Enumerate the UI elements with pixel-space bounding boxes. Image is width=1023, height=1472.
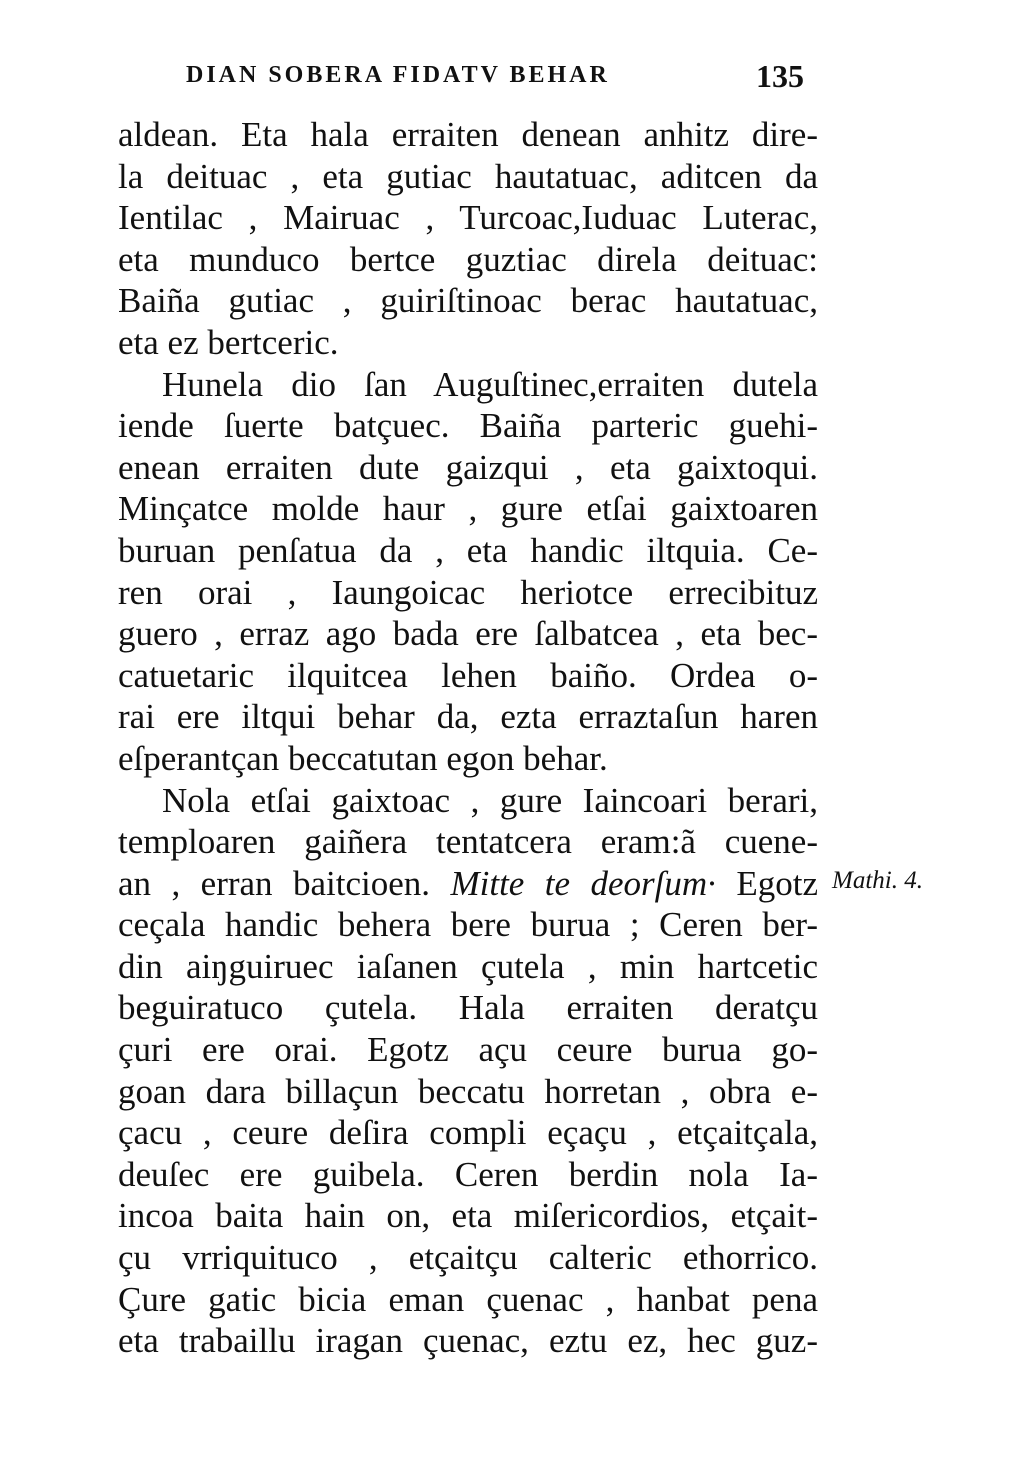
text-line: eta ez bertceric. <box>118 322 339 362</box>
text-line: deuſec ere guibela. Ceren berdin nola Ia- <box>118 1154 818 1194</box>
text-line: Minçatce molde haur , gure etſai gaixtoaren <box>118 489 818 529</box>
text-line: ceçala handic behera bere burua ; Ceren ber- <box>118 905 818 945</box>
text-line: la deituac , eta gutiac hautatuac, aditcen da <box>118 156 818 196</box>
text-line: eſperantçan beccatutan egon behar. <box>118 738 608 778</box>
text-line: Baiña gutiac , guiriſtinoac berac hautatuac, <box>118 281 818 321</box>
running-head <box>186 58 816 98</box>
text-line: Nola etſai gaixtoac , gure Iaincoari berari, <box>162 780 818 820</box>
text-line: ren orai , Iaungoicac heriotce errecibituz <box>118 572 818 612</box>
body-text <box>118 114 818 1362</box>
text-line: çu vrriquituco , etçaitçu calteric ethorrico. <box>118 1238 818 1278</box>
latin-quotation: Mitte te deorſum· <box>450 863 716 903</box>
text-line: catuetaric ilquitcea lehen baiño. Ordea o- <box>118 655 818 695</box>
text-line: beguiratuco çutela. Hala erraiten deratçu <box>118 988 818 1028</box>
text-line: temploaren gaiñera tentatcera eram:ã cuene- <box>118 822 818 862</box>
line-text: an , erran baitcioen. <box>118 863 451 903</box>
line-text-after: Egotz <box>715 863 818 903</box>
text-line: Çure gatic bicia eman çuenac , hanbat pena <box>118 1279 818 1319</box>
text-line: rai ere iltqui behar da, ezta erraztaſun haren <box>118 697 818 737</box>
text-line: incoa baita hain on, eta miſericordios, etçait- <box>118 1196 818 1236</box>
text-line: guero , erraz ago bada ere ſalbatcea , eta bec- <box>118 614 818 654</box>
text-line: enean erraiten dute gaizqui , eta gaixtoqui. <box>118 447 818 487</box>
margin-note: Mathi. 4. <box>832 867 923 894</box>
text-line: buruan penſatua da , eta handic iltquia. Ce- <box>118 530 818 570</box>
text-line: din aiŋguiruec iaſanen çutela , min hartcetic <box>118 946 818 986</box>
page-number: 135 <box>756 58 804 94</box>
running-title: DIAN SOBERA FIDATV BEHAR <box>186 62 610 88</box>
text-line: eta munduco bertce guztiac direla deituac: <box>118 239 818 279</box>
text-line: goan dara billaçun beccatu horretan , obra e- <box>118 1071 818 1111</box>
text-line: çuri ere orai. Egotz açu ceure burua go- <box>118 1030 818 1070</box>
text-line <box>118 863 818 905</box>
text-line: aldean. Eta hala erraiten denean anhitz dire- <box>118 115 818 154</box>
text-line: çacu , ceure deſira compli eçaçu , etçaitçala, <box>118 1113 818 1153</box>
text-line: Hunela dio ſan Auguſtinec,erraiten dutela <box>162 364 818 404</box>
text-line: iende ſuerte batçuec. Baiña parteric guehi- <box>118 406 818 446</box>
text-line: eta trabaillu iragan çuenac, eztu ez, hec guz- <box>118 1321 818 1361</box>
text-line: Ientilac , Mairuac , Turcoac,Iuduac Luterac, <box>118 198 818 238</box>
